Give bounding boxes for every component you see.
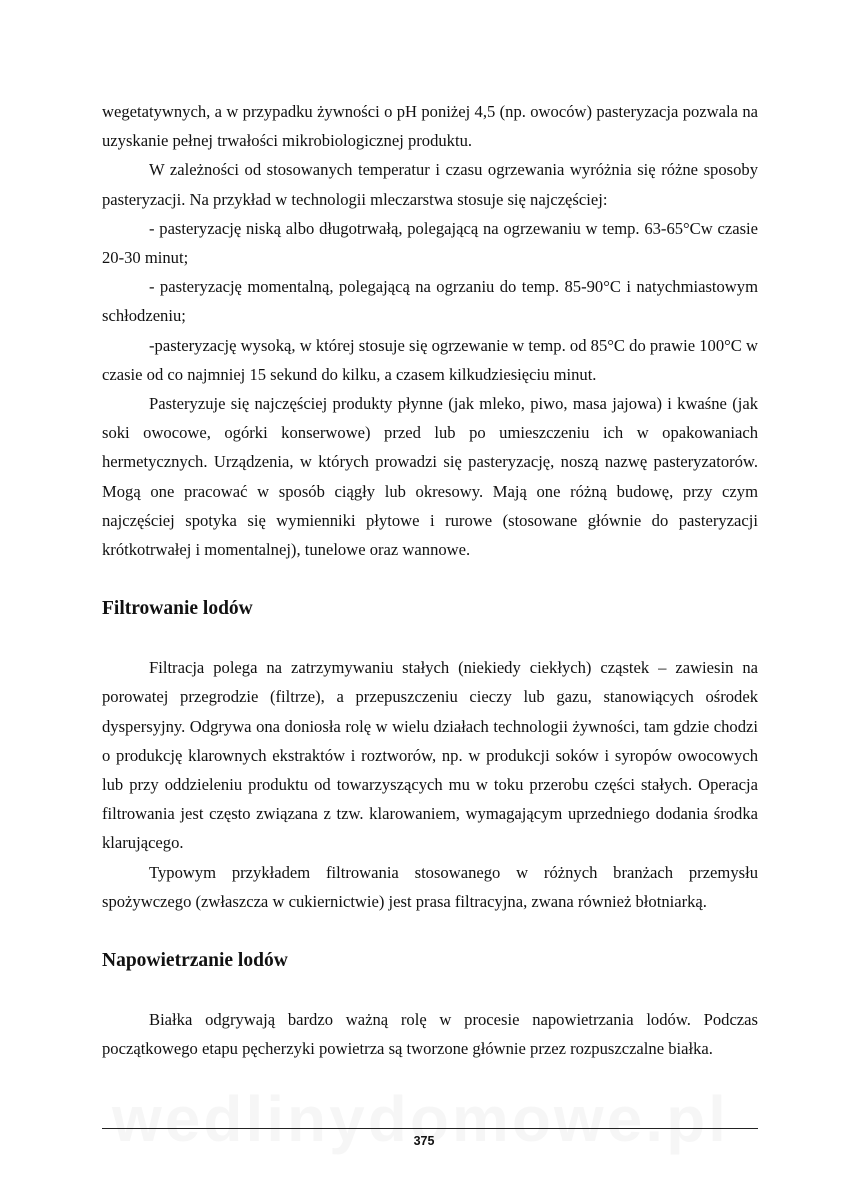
- section-heading-filtrowanie: Filtrowanie lodów: [102, 598, 253, 620]
- paragraph-aeration-proteins: Białka odgrywają bardzo ważną rolę w procesie napowietrzania lodów. Podczas początkowego etapu pęcherzyki powietrza są tworzone głównie przez rozpuszczalne białka.: [102, 1010, 758, 1059]
- section-heading-napowietrzanie: Napowietrzanie lodów: [102, 950, 288, 972]
- paragraph-pasteurizers: Pasteryzuje się najczęściej produkty płynne (jak mleko, piwo, masa jajowa) i kwaśne (jak soki owocowe, ogórki konserwowe) przed lub po umieszczeniu ich w opakowaniach hermetycznych. Urządzenia, w których prowadzi się pasteryzację, noszą nazwę pasteryzatorów. Mogą one pracować w sposób ciągły lub okresowy. Mają one różną budowę, przy czym najczęściej spotyka się wymienniki płytowe i rurowe (stosowane głównie do pasteryzacji krótkotrwałej i momentalnej), tunelowe oraz wannowe.: [102, 394, 758, 560]
- list-item-high-pasteurization: -pasteryzację wysoką, w której stosuje się ogrzewanie w temp. od 85°C do prawie 100°C w czasie od co najmniej 15 sekund do kilku, a czasem kilkudziesięciu minut.: [102, 335, 758, 384]
- paragraph-filter-press: Typowym przykładem filtrowania stosowanego w różnych branżach przemysłu spożywczego (zwłaszcza w cukiernictwie) jest prasa filtracyjna, zwana również błotniarką.: [102, 862, 758, 911]
- paragraph-filtration-definition: Filtracja polega na zatrzymywaniu stałych (niekiedy ciekłych) cząstek – zawiesin na porowatej przegrodzie (filtrze), a przepuszczeniu cieczy lub gazu, stanowiących ośrodek dyspersyjny. Odgrywa ona doniosła rolę w wielu działach technologii żywności, tam gdzie chodzi o produkcję klarownych ekstraktów i roztworów, np. w produkcji soków i syropów owocowych lub przy oddzieleniu produktu od towarzyszących mu w toku przerobu części stałych. Operacja filtrowania jest często związana z tzw. klarowaniem, wymagającym uprzedniego dodania środka klarującego.: [102, 658, 758, 853]
- page-content: [102, 97, 758, 1063]
- list-item-flash-pasteurization: - pasteryzację momentalną, polegającą na ogrzaniu do temp. 85-90°C i natychmiastowym schłodzeniu;: [102, 277, 758, 326]
- footer-divider: [102, 1128, 758, 1129]
- list-item-low-pasteurization: - pasteryzację niską albo długotrwałą, polegającą na ogrzewaniu w temp. 63-65°Cw czasie 20-30 minut;: [102, 218, 758, 268]
- paragraph-intro-continuation: wegetatywnych, a w przypadku żywności o pH poniżej 4,5 (np. owoców) pasteryzacja pozwala na uzyskanie pełnej trwałości mikrobiologicznej produktu.: [102, 102, 758, 151]
- paragraph-pasteurization-types: W zależności od stosowanych temperatur i czasu ogrzewania wyróżnia się różne sposoby pasteryzacji. Na przykład w technologii mleczarstwa stosuje się najczęściej:: [102, 160, 758, 209]
- page-number: 375: [413, 1134, 435, 1148]
